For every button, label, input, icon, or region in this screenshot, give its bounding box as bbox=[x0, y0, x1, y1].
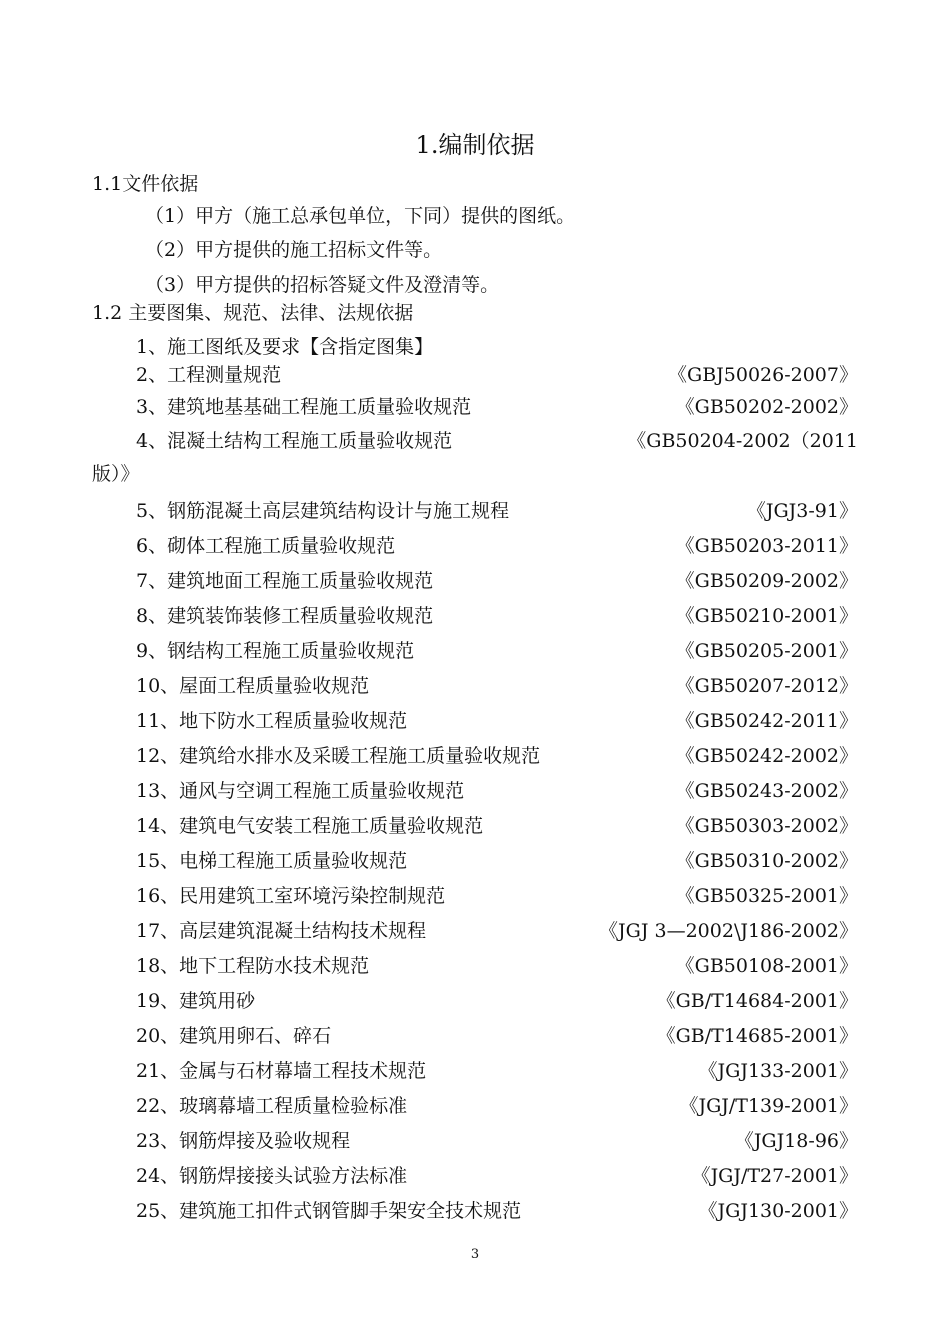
standard-code: 《GB/T14684-2001》 bbox=[656, 990, 858, 1012]
standard-item-12 bbox=[136, 742, 858, 770]
standard-item-11 bbox=[136, 707, 858, 735]
standard-name: 4、混凝土结构工程施工质量验收规范 bbox=[136, 430, 453, 452]
standard-item-6 bbox=[136, 532, 858, 560]
standard-name: 12、建筑给水排水及采暖工程施工质量验收规范 bbox=[136, 745, 541, 767]
standard-item-18 bbox=[136, 952, 858, 980]
standard-name: 10、屋面工程质量验收规范 bbox=[136, 675, 370, 697]
standard-name: 19、建筑用砂 bbox=[136, 990, 256, 1012]
standard-code: 《GB50310-2002》 bbox=[675, 850, 858, 872]
standard-code: 《JGJ18-96》 bbox=[734, 1130, 858, 1152]
page-number: 3 bbox=[470, 1247, 480, 1262]
standard-code: 《GB50243-2002》 bbox=[675, 780, 858, 802]
standard-item-3 bbox=[136, 393, 858, 421]
standard-item-5 bbox=[136, 497, 858, 525]
standard-code: 《JGJ3-91》 bbox=[746, 500, 858, 522]
standard-code: 《GB50202-2002》 bbox=[675, 396, 858, 418]
standard-item-25 bbox=[136, 1197, 858, 1225]
standard-item-9 bbox=[136, 637, 858, 665]
standard-name: 8、建筑装饰装修工程质量验收规范 bbox=[136, 605, 434, 627]
standard-name: 3、建筑地基基础工程施工质量验收规范 bbox=[136, 396, 472, 418]
standard-code: 《GB50210-2001》 bbox=[675, 605, 858, 627]
standard-name: 9、钢结构工程施工质量验收规范 bbox=[136, 640, 415, 662]
standard-item-19 bbox=[136, 987, 858, 1015]
standard-name: 16、民用建筑工室环境污染控制规范 bbox=[136, 885, 446, 907]
standard-item-2 bbox=[136, 361, 858, 389]
standard-code: 《JGJ133-2001》 bbox=[698, 1060, 858, 1082]
standard-name: 15、电梯工程施工质量验收规范 bbox=[136, 850, 408, 872]
standard-name: 23、钢筋焊接及验收规程 bbox=[136, 1130, 351, 1152]
standard-code: 《GB50204-2002（2011 bbox=[627, 430, 858, 452]
standard-code: 《GB50242-2011》 bbox=[675, 710, 858, 732]
standard-code: 《GB50303-2002》 bbox=[675, 815, 858, 837]
standard-code: 《GB50207-2012》 bbox=[675, 675, 858, 697]
standard-item-23 bbox=[136, 1127, 858, 1155]
standard-name: 22、玻璃幕墙工程质量检验标准 bbox=[136, 1095, 408, 1117]
file-basis-item-3: （3）甲方提供的招标答疑文件及澄清等。 bbox=[145, 274, 500, 296]
standard-item-4-continuation: 版）》 bbox=[92, 463, 140, 485]
standard-code: 《JGJ/T27-2001》 bbox=[691, 1165, 858, 1187]
standard-code: 《JGJ/T139-2001》 bbox=[679, 1095, 858, 1117]
standard-code: 《GB50325-2001》 bbox=[675, 885, 858, 907]
page-title: 1.编制依据 bbox=[415, 131, 535, 159]
standard-code: 《GB50108-2001》 bbox=[675, 955, 858, 977]
standard-code: 《JGJ130-2001》 bbox=[698, 1200, 858, 1222]
file-basis-item-1: （1）甲方（施工总承包单位，下同）提供的图纸。 bbox=[145, 205, 576, 227]
standard-name: 20、建筑用卵石、碎石 bbox=[136, 1025, 332, 1047]
standard-name: 17、高层建筑混凝土结构技术规程 bbox=[136, 920, 427, 942]
standard-code: 《GB50242-2002》 bbox=[675, 745, 858, 767]
standard-name: 5、钢筋混凝土高层建筑结构设计与施工规程 bbox=[136, 500, 510, 522]
standard-item-16 bbox=[136, 882, 858, 910]
standard-code: 《JGJ 3—2002\J186-2002》 bbox=[599, 920, 858, 942]
standard-item-17 bbox=[136, 917, 858, 945]
standard-name: 11、地下防水工程质量验收规范 bbox=[136, 710, 408, 732]
standard-code: 《GB50205-2001》 bbox=[675, 640, 858, 662]
standard-code: 《GB50203-2011》 bbox=[675, 535, 858, 557]
standard-item-24 bbox=[136, 1162, 858, 1190]
standard-item-15 bbox=[136, 847, 858, 875]
standard-item-13 bbox=[136, 777, 858, 805]
standard-name: 18、地下工程防水技术规范 bbox=[136, 955, 370, 977]
standard-name: 7、建筑地面工程施工质量验收规范 bbox=[136, 570, 434, 592]
standard-name: 6、砌体工程施工质量验收规范 bbox=[136, 535, 396, 557]
standard-item-1: 1、施工图纸及要求【含指定图集】 bbox=[136, 336, 434, 358]
standard-name: 24、钢筋焊接接头试验方法标准 bbox=[136, 1165, 408, 1187]
standard-item-21 bbox=[136, 1057, 858, 1085]
standard-name: 14、建筑电气安装工程施工质量验收规范 bbox=[136, 815, 484, 837]
standard-item-8 bbox=[136, 602, 858, 630]
section-heading-1-1: 1.1文件依据 bbox=[92, 173, 199, 195]
standard-code: 《GB50209-2002》 bbox=[675, 570, 858, 592]
section-heading-1-2: 1.2 主要图集、规范、法律、法规依据 bbox=[92, 302, 414, 324]
standard-code: 《GBJ50026-2007》 bbox=[668, 364, 858, 386]
standard-name: 25、建筑施工扣件式钢管脚手架安全技术规范 bbox=[136, 1200, 522, 1222]
standard-item-22 bbox=[136, 1092, 858, 1120]
standard-item-10 bbox=[136, 672, 858, 700]
standard-name: 13、通风与空调工程施工质量验收规范 bbox=[136, 780, 465, 802]
standard-name: 2、工程测量规范 bbox=[136, 364, 282, 386]
standard-code: 《GB/T14685-2001》 bbox=[656, 1025, 858, 1047]
standard-item-7 bbox=[136, 567, 858, 595]
standard-item-4 bbox=[136, 427, 858, 455]
standard-item-20 bbox=[136, 1022, 858, 1050]
file-basis-item-2: （2）甲方提供的施工招标文件等。 bbox=[145, 239, 443, 261]
standard-name: 21、金属与石材幕墙工程技术规范 bbox=[136, 1060, 427, 1082]
standard-item-14 bbox=[136, 812, 858, 840]
